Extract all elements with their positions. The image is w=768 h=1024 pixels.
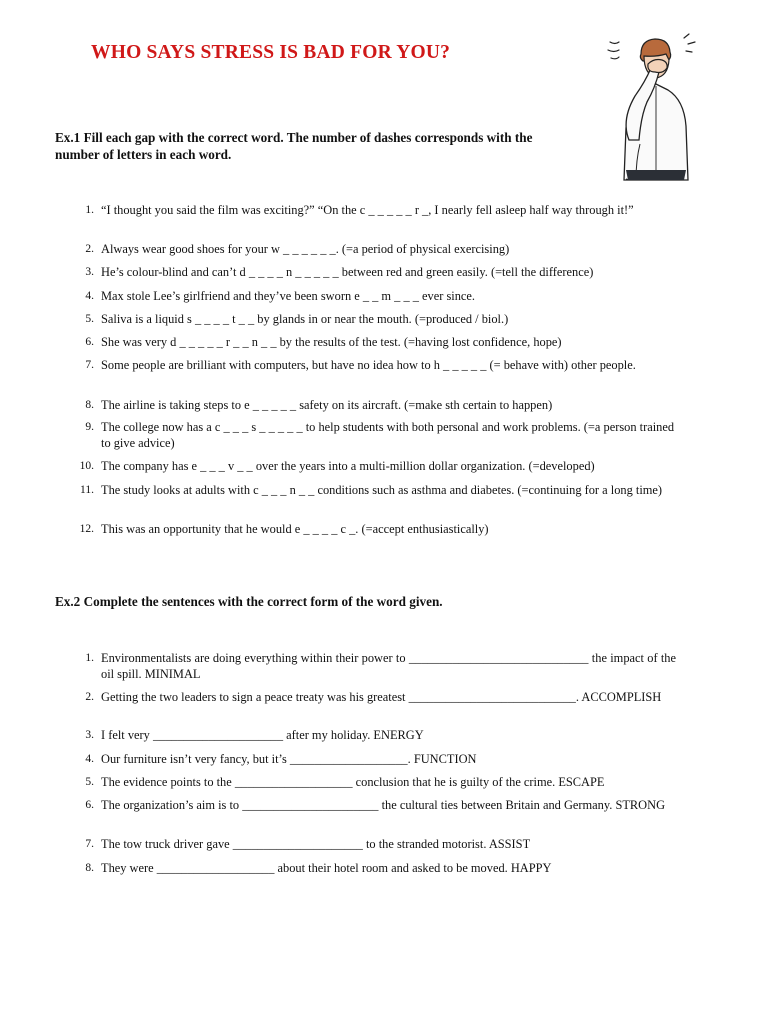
exercise-2-heading: Ex.2 Complete the sentences with the correct form of the word given.: [55, 594, 443, 609]
item-text: Saliva is a liquid s _ _ _ _ t _ _ by glands in or near the mouth. (=produced / biol.): [101, 312, 509, 326]
item-text: Getting the two leaders to sign a peace treaty was his greatest ___________________________. ACCOMPLISH: [101, 690, 662, 704]
item-text: Some people are brilliant with computers, but have no idea how to h _ _ _ _ _ (= behave with) other people.: [101, 358, 636, 372]
item-text: Environmentalists are doing everything within their power to _____________________________ the impact of the oil spill. MINIMAL: [101, 651, 676, 681]
item-text: The organization’s aim is to ______________________ the cultural ties between Britain and Germany. STRONG: [101, 798, 666, 812]
item-number: 6.: [85, 336, 94, 348]
item-number: 7.: [85, 838, 94, 850]
item-number: 8.: [85, 862, 94, 874]
item-number: 11.: [80, 484, 94, 496]
stressed-man-facepalm-icon: [606, 30, 702, 182]
item-number: 5.: [85, 776, 94, 788]
item-number: 5.: [85, 313, 94, 325]
item-text: They were ___________________ about their hotel room and asked to be moved. HAPPY: [101, 861, 552, 875]
item-number: 4.: [85, 290, 94, 302]
item-number: 8.: [85, 399, 94, 411]
item-number: 2.: [85, 243, 94, 255]
item-number: 12.: [79, 523, 94, 535]
item-number: 4.: [85, 753, 94, 765]
item-number: 9.: [85, 421, 94, 433]
item-number: 3.: [85, 729, 94, 741]
item-text: This was an opportunity that he would e _ _ _ _ c _. (=accept enthusiastically): [101, 522, 489, 536]
item-number: 10.: [79, 460, 94, 472]
item-number: 3.: [85, 266, 94, 278]
item-text: Always wear good shoes for your w _ _ _ _ _ _. (=a period of physical exercising): [101, 242, 510, 256]
exercise-1-heading: Ex.1 Fill each gap with the correct word. The number of dashes corresponds with the number of letters in each word.: [55, 130, 533, 162]
item-number: 2.: [85, 691, 94, 703]
item-text: The airline is taking steps to e _ _ _ _ _ safety on its aircraft. (=make sth certain to happen): [101, 398, 553, 412]
item-text: Max stole Lee’s girlfriend and they’ve been sworn e _ _ m _ _ _ ever since.: [101, 289, 476, 303]
item-text: “I thought you said the film was exciting?” “On the c _ _ _ _ _ r _, I nearly fell asleep half way through it!”: [101, 203, 634, 217]
item-text: The tow truck driver gave _____________________ to the stranded motorist. ASSIST: [101, 837, 531, 851]
item-text: The evidence points to the ___________________ conclusion that he is guilty of the crime. ESCAPE: [101, 775, 605, 789]
item-text: She was very d _ _ _ _ _ r _ _ n _ _ by the results of the test. (=having lost confidence, hope): [101, 335, 562, 349]
item-text: The company has e _ _ _ v _ _ over the years into a multi-million dollar organization. (=developed): [101, 459, 595, 473]
item-number: 1.: [85, 652, 94, 664]
item-number: 7.: [85, 359, 94, 371]
item-text: The study looks at adults with c _ _ _ n _ _ conditions such as asthma and diabetes. (=continuing for a long time): [101, 483, 663, 497]
item-text: The college now has a c _ _ _ s _ _ _ _ _ to help students with both personal and work problems. (=a person trained to give advice): [101, 420, 675, 450]
item-text: He’s colour-blind and can’t d _ _ _ _ n _ _ _ _ _ between red and green easily. (=tell the difference): [101, 265, 594, 279]
page-title: WHO SAYS STRESS IS BAD FOR YOU?: [91, 42, 451, 63]
item-number: 1.: [85, 204, 94, 216]
item-text: I felt very _____________________ after my holiday. ENERGY: [101, 728, 424, 742]
item-text: Our furniture isn’t very fancy, but it’s ___________________. FUNCTION: [101, 752, 477, 766]
item-number: 6.: [85, 799, 94, 811]
